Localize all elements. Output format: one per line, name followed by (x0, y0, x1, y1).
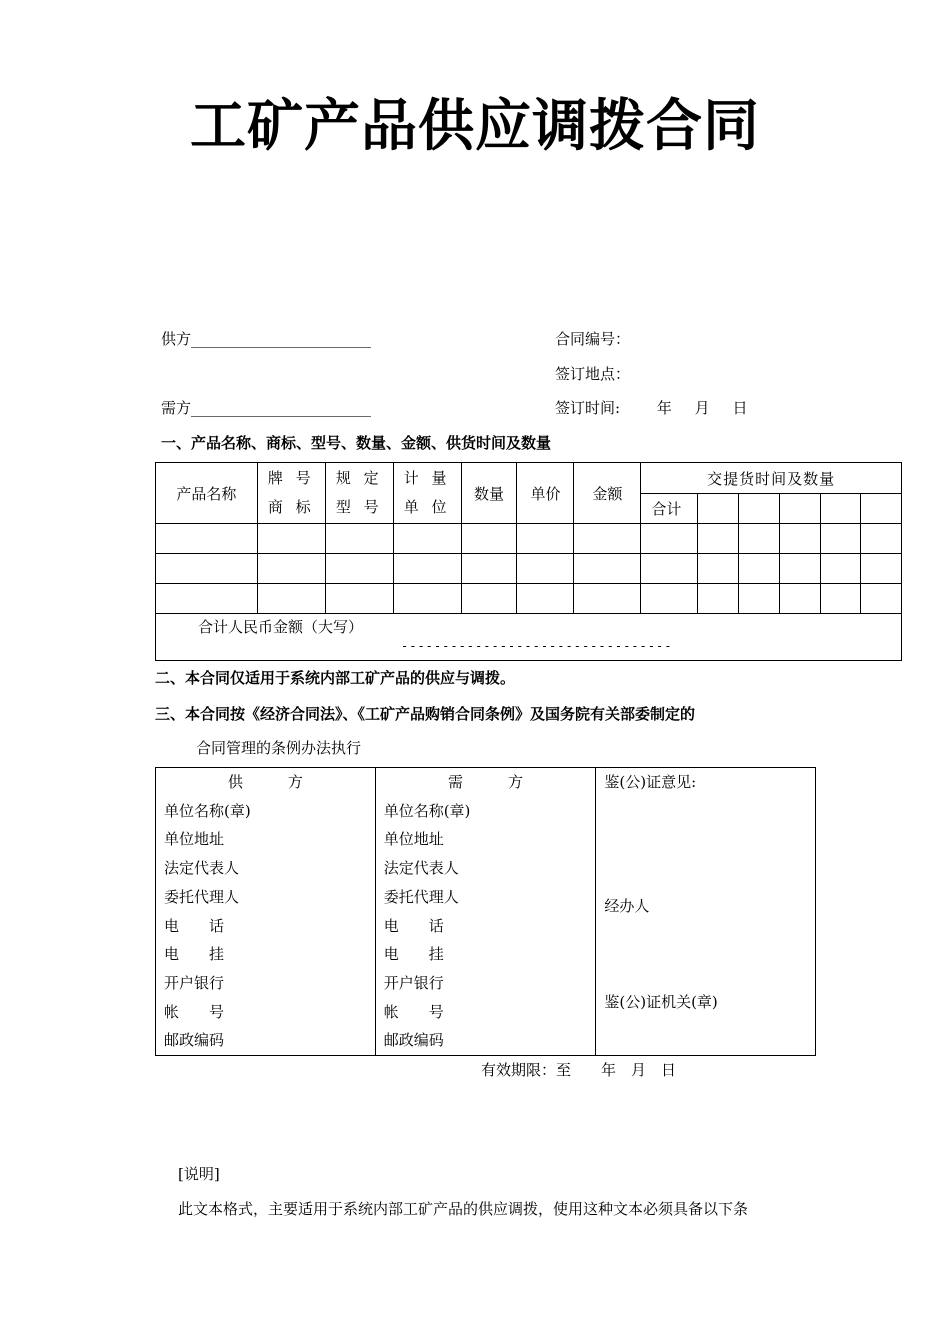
table-cell[interactable] (257, 524, 325, 554)
table-cell[interactable] (739, 584, 780, 614)
table-cell[interactable] (780, 524, 821, 554)
delivery-cell (780, 494, 821, 524)
note-label: [说明] (178, 1165, 220, 1183)
buyer-field: 电 挂 (383, 945, 444, 964)
month-label: 月 (694, 399, 710, 417)
table-cell[interactable] (325, 584, 393, 614)
total-amount-cell (156, 614, 902, 661)
section-3-text: 三、本合同按《经济合同法》、《工矿产品购销合同条例》及国务院有关部委制定的 (155, 705, 696, 723)
col-brand-line1: 牌 号 (267, 469, 315, 487)
table-cell[interactable] (860, 554, 901, 584)
table-cell[interactable] (739, 524, 780, 554)
table-cell[interactable] (393, 524, 461, 554)
table-cell[interactable] (698, 554, 739, 584)
buyer-field: 电 话 (383, 916, 444, 935)
col-subtotal: 合计 (641, 494, 698, 524)
buyer-field: 帐 号 (383, 1002, 444, 1021)
notary-org-label: 鉴(公)证机关(章) (604, 993, 718, 1012)
table-cell[interactable] (325, 524, 393, 554)
validity-period: 有效期限：至 年 月 日 (481, 1061, 677, 1079)
buyer-heading: 需 方 (448, 773, 524, 791)
buyer-line (161, 397, 371, 418)
supplier-field: 开户银行 (164, 973, 225, 992)
section-3-continued: 合同管理的条例办法执行 (196, 739, 362, 757)
table-cell[interactable] (517, 554, 574, 584)
buyer-field: 单位名称(章) (383, 801, 471, 820)
table-cell[interactable] (325, 554, 393, 584)
supplier-heading: 供 方 (227, 773, 303, 791)
table-cell[interactable] (461, 584, 517, 614)
supplier-field: 邮政编码 (164, 1031, 225, 1050)
supplier-field: 单位名称(章) (164, 801, 251, 820)
table-cell[interactable] (739, 554, 780, 584)
delivery-cell (739, 494, 780, 524)
table-cell[interactable] (257, 584, 325, 614)
table-cell[interactable] (461, 524, 517, 554)
buyer-field: 开户银行 (383, 973, 444, 992)
col-brand-line2: 商 标 (267, 498, 315, 516)
table-cell[interactable] (156, 554, 258, 584)
col-unit-line1: 计 量 (403, 469, 451, 487)
product-table (155, 462, 902, 661)
notary-column (596, 768, 816, 1056)
total-amount-label: 合计人民币金额（大写） (198, 618, 364, 636)
table-cell[interactable] (821, 554, 861, 584)
col-spec (325, 463, 393, 524)
table-cell[interactable] (574, 554, 641, 584)
table-cell[interactable] (821, 524, 861, 554)
supplier-column (156, 768, 376, 1056)
table-cell[interactable] (641, 584, 698, 614)
col-amount: 金额 (574, 463, 641, 524)
table-cell[interactable] (641, 554, 698, 584)
parties-table (155, 767, 816, 1056)
supplier-field: 帐 号 (164, 1002, 225, 1021)
total-amount-dashes: --------------------------------- (401, 639, 673, 653)
table-cell[interactable] (257, 554, 325, 584)
table-cell[interactable] (860, 584, 901, 614)
sign-time-line (555, 397, 747, 418)
buyer-field: 委托代理人 (383, 887, 459, 906)
table-cell[interactable] (156, 524, 258, 554)
buyer-field: 单位地址 (383, 830, 444, 849)
sign-place-label: 签订地点： (555, 365, 631, 383)
day-label: 日 (732, 399, 748, 417)
section-2-text: 二、本合同仅适用于系统内部工矿产品的供应与调拨。 (155, 669, 516, 687)
col-unit-line2: 单 位 (403, 498, 451, 516)
table-cell[interactable] (574, 584, 641, 614)
table-cell[interactable] (698, 524, 739, 554)
table-cell[interactable] (641, 524, 698, 554)
col-spec-line2: 型 号 (335, 498, 383, 516)
table-cell[interactable] (780, 584, 821, 614)
table-cell[interactable] (461, 554, 517, 584)
col-product-name: 产品名称 (156, 463, 258, 524)
section-1-heading: 一、产品名称、商标、型号、数量、金额、供货时间及数量 (161, 434, 552, 452)
buyer-column (375, 768, 596, 1056)
table-row (156, 554, 902, 584)
handler-label: 经办人 (604, 896, 650, 915)
col-delivery: 交提货时间及数量 (641, 463, 902, 494)
table-cell[interactable] (698, 584, 739, 614)
col-unit-price: 单价 (517, 463, 574, 524)
supplier-blank: ________________________ (191, 330, 372, 348)
delivery-cell (698, 494, 739, 524)
buyer-field: 邮政编码 (383, 1031, 444, 1050)
col-spec-line1: 规 定 (335, 469, 383, 487)
buyer-blank: ________________________ (191, 399, 372, 417)
table-cell[interactable] (780, 554, 821, 584)
supplier-line (161, 328, 371, 349)
buyer-field: 法定代表人 (383, 859, 459, 878)
supplier-field: 法定代表人 (164, 859, 240, 878)
table-cell[interactable] (156, 584, 258, 614)
sign-time-label: 签订时间: (555, 399, 621, 417)
buyer-label: 需方 (161, 399, 192, 417)
col-unit (393, 463, 461, 524)
contract-number-label: 合同编号： (555, 330, 631, 348)
supplier-field: 电 话 (164, 916, 225, 935)
delivery-cell (860, 494, 901, 524)
table-cell[interactable] (860, 524, 901, 554)
col-brand (257, 463, 325, 524)
table-cell[interactable] (517, 524, 574, 554)
table-cell[interactable] (517, 584, 574, 614)
document-title: 工矿产品供应调拨合同 (190, 94, 760, 159)
table-cell[interactable] (574, 524, 641, 554)
supplier-field: 电 挂 (164, 945, 225, 964)
table-row (156, 584, 902, 614)
supplier-label: 供方 (161, 330, 192, 348)
supplier-field: 委托代理人 (164, 887, 240, 906)
table-cell[interactable] (393, 584, 461, 614)
notary-opinion-label: 鉴(公)证意见: (604, 773, 697, 791)
col-quantity: 数量 (461, 463, 517, 524)
table-row (156, 524, 902, 554)
year-label: 年 (656, 399, 672, 417)
table-cell[interactable] (821, 584, 861, 614)
note-text: 此文本格式，主要适用于系统内部工矿产品的供应调拨，使用这种文本必须具备以下条 (178, 1200, 749, 1218)
table-cell[interactable] (393, 554, 461, 584)
supplier-field: 单位地址 (164, 830, 225, 849)
delivery-cell (821, 494, 861, 524)
